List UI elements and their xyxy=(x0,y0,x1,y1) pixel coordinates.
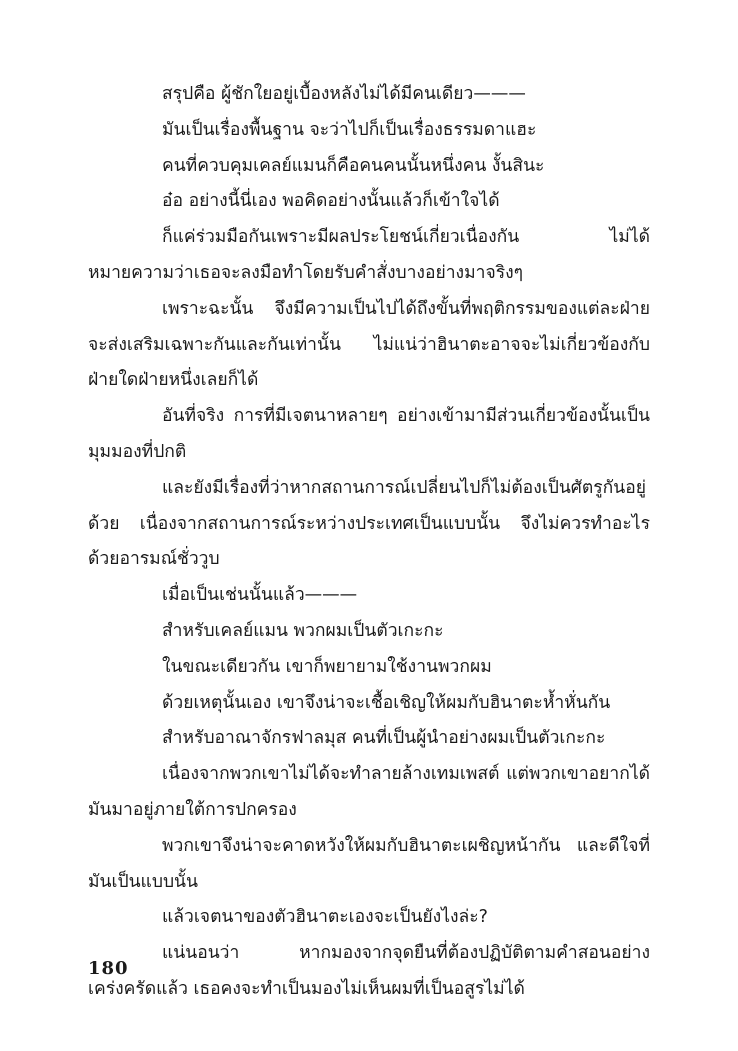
paragraph: อ๋อ อย่างนี้นี่เอง พอคิดอย่างนั้นแล้วก็เข้าใจได้ xyxy=(162,191,500,212)
paragraph: คนที่ควบคุมเคลย์แมนก็คือคนคนนั้นหนึ่งคน งั้นสินะ xyxy=(162,155,545,176)
page-number: 180 xyxy=(88,958,129,979)
paragraph: ในขณะเดียวกัน เขาก็พยายามใช้งานพวกผม xyxy=(162,656,492,677)
paragraph: เมื่อเป็นเช่นนั้นแล้ว——— xyxy=(162,585,358,606)
paragraph: แน่นอนว่า หากมองจากจุดยืนที่ต้องปฏิบัติตามคำสอนอย่างเคร่งครัดแล้ว เธอคงจะทำเป็นมองไม่เห็นผมที่เป็นอสูรไม่ได้ xyxy=(88,943,650,999)
paragraph: พวกเขาจึงน่าจะคาดหวังให้ผมกับฮินาตะเผชิญหน้ากัน และดีใจที่มันเป็นแบบนั้น xyxy=(88,835,650,892)
paragraph: ก็แค่ร่วมมือกันเพราะมีผลประโยชน์เกี่ยวเนื่องกัน ไม่ได้หมายความว่าเธอจะลงมือทำโดยรับคำสั่งบางอย่างมาจริงๆ xyxy=(88,227,650,283)
book-page-body xyxy=(88,77,650,1008)
paragraph: สำหรับอาณาจักรฟาลมุส คนที่เป็นผู้นำอย่างผมเป็นตัวเกะกะ xyxy=(162,728,606,749)
paragraph: สำหรับเคลย์แมน พวกผมเป็นตัวเกะกะ xyxy=(162,620,444,641)
paragraph: เนื่องจากพวกเขาไม่ได้จะทำลายล้างเทมเพสต์ แต่พวกเขาอยากได้มันมาอยู่ภายใต้การปกครอง xyxy=(88,764,650,820)
paragraph: อันที่จริง การที่มีเจตนาหลายๆ อย่างเข้ามามีส่วนเกี่ยวข้องนั้นเป็นมุมมองที่ปกติ xyxy=(88,406,650,462)
paragraph: เพราะฉะนั้น จึงมีความเป็นไปได้ถึงขั้นที่พฤติกรรมของแต่ละฝ่ายจะส่งเสริมเฉพาะกันและกันเท่านั้น ไม่แน่ว่าฮินาตะอาจจะไม่เกี่ยวข้องกับฝ่ายใดฝ่ายหนึ่งเลยก็ได้ xyxy=(88,298,650,391)
paragraph: สรุปคือ ผู้ชักใยอยู่เบื้องหลังไม่ได้มีคนเดียว——— xyxy=(162,84,526,104)
paragraph: ด้วยเหตุนั้นเอง เขาจึงน่าจะเชื้อเชิญให้ผมกับฮินาตะห้ำหั่นกัน xyxy=(162,692,611,713)
paragraph: มันเป็นเรื่องพื้นฐาน จะว่าไปก็เป็นเรื่องธรรมดาแฮะ xyxy=(162,119,537,140)
paragraph: และยังมีเรื่องที่ว่าหากสถานการณ์เปลี่ยนไปก็ไม่ต้องเป็นศัตรูกันอยู่ด้วย เนื่องจากสถานการณ์ระหว่างประเทศเป็นแบบนั้น จึงไม่ควรทำอะไรด้วยอารมณ์ชั่ววูบ xyxy=(88,477,650,570)
paragraph: แล้วเจตนาของตัวฮินาตะเองจะเป็นยังไงล่ะ? xyxy=(162,907,488,928)
